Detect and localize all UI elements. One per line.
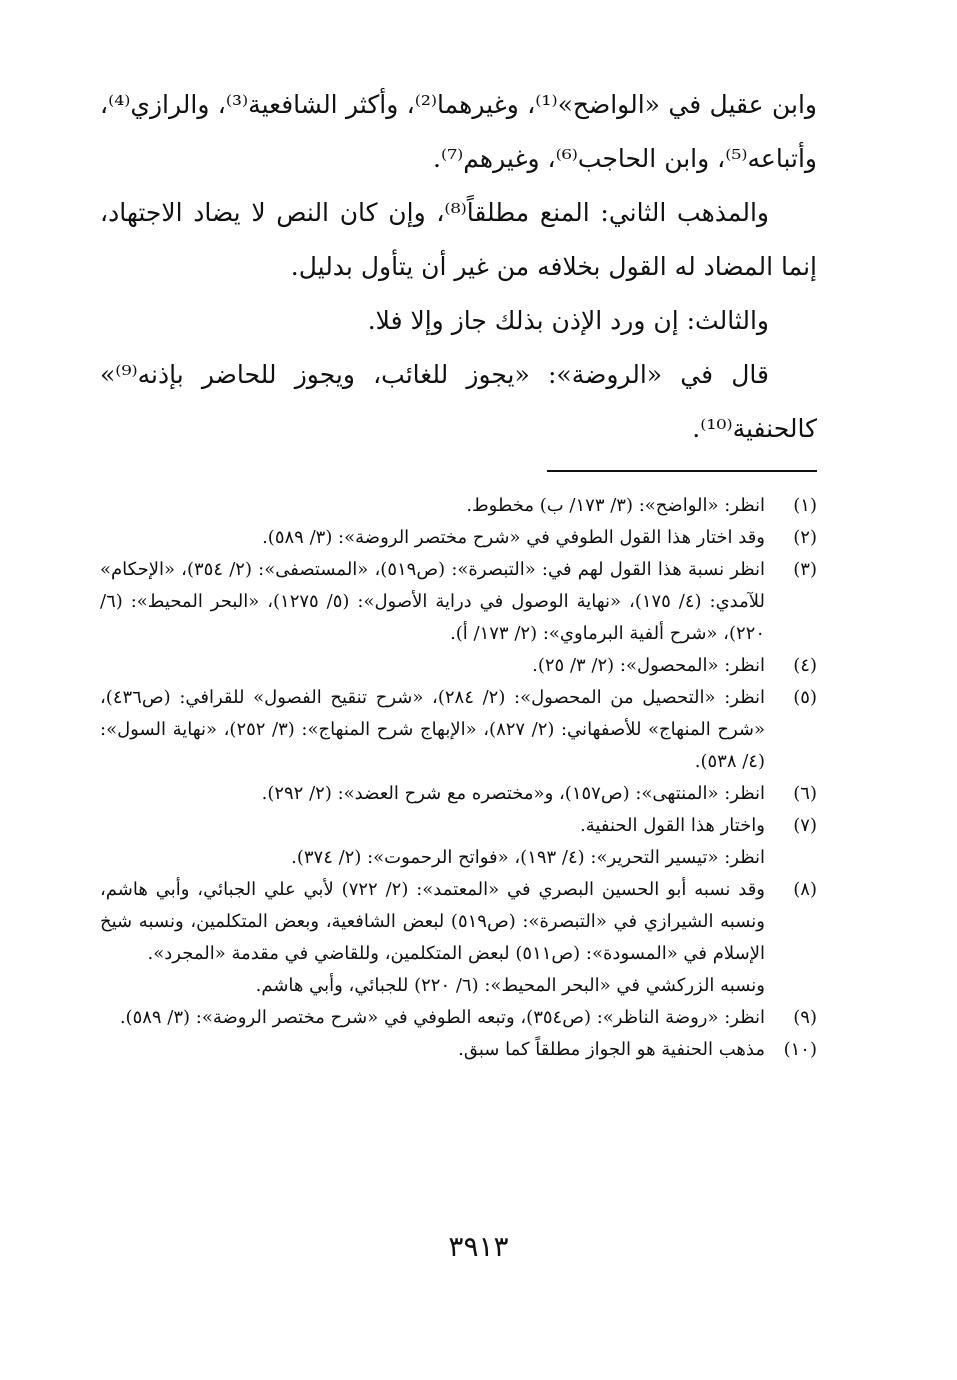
footnote-text [100,490,765,522]
footnote-text [100,1034,765,1066]
footnote-line: انظر: «تيسير التحرير»: (٤/ ١٩٣)، «فواتح الرحموت»: (٢/ ٣٧٤). [291,847,765,868]
footnote-item [100,810,817,874]
footnote-text [100,554,765,650]
footnote-line: انظر نسبة هذا القول لهم في: «التبصرة»: (ص٥١٩)، «المستصفى»: (٢/ ٣٥٤)، «الإحكام» للآمدي: (٤/ ١٧٥)، «نهاية الوصول في دراية الأصول»: (٥/ ١٢٧٥)، «البحر المحيط»: (٦/ ٢٢٠)، «شرح ألفية البرماوي»: (٢/ ١٧٣/ أ). [100,559,765,644]
footnote-line: انظر: «روضة الناظر»: (ص٣٥٤)، وتبعه الطوفي في «شرح مختصر الروضة»: (٣/ ٥٨٩). [119,1007,765,1028]
footnote-text [100,650,765,682]
footnote-item [100,554,817,650]
footnote-line: ونسبه الزركشي في «البحر المحيط»: (٦/ ٢٢٠) للجبائي، وأبي هاشم. [255,975,765,996]
footnote-line: انظر: «المحصول»: (٢/ ٣/ ٢٥). [532,655,765,676]
footnote-text [100,874,765,1002]
main-paragraph: وابن عقيل في «الواضح»⁽¹⁾، وغيرهما⁽²⁾، وأكثر الشافعية⁽³⁾، والرازي⁽⁴⁾، وأتباعه⁽⁵⁾، وابن الحاجب⁽⁶⁾، وغيرهم⁽⁷⁾. [100,90,817,173]
footnote-text [100,1002,765,1034]
footnote-number: (٢) [793,527,817,548]
footnote-number: (٧) [793,815,817,836]
footnote-line: انظر: «الواضح»: (٣/ ١٧٣/ ب) مخطوط. [466,495,765,516]
footnote-item [100,490,817,522]
footnote-item [100,1002,817,1034]
page-number: ٣٩١٣ [448,1230,509,1263]
footnote-line: انظر: «التحصيل من المحصول»: (٢/ ٢٨٤)، «شرح تنقيح الفصول» للقرافي: (ص٤٣٦)، «شرح المنهاج» للأصفهاني: (٢/ ٨٢٧)، «الإبهاج شرح المنهاج»: (٣/ ٢٥٢)، «نهاية السول»: (٤/ ٥٣٨). [100,687,765,772]
footnote-text [100,810,765,874]
footnotes-list [100,490,817,1066]
footnote-separator [547,470,817,472]
footnote-item [100,522,817,554]
footnote-line: انظر: «المنتهى»: (ص١٥٧)، و«مختصره مع شرح العضد»: (٢/ ٢٩٢). [261,783,765,804]
footnote-line: واختار هذا القول الحنفية. [580,815,765,836]
footnote-number: (٣) [793,559,817,580]
footnote-number: (٤) [793,655,817,676]
footnote-number: (١٠) [783,1039,817,1060]
footnote-item [100,650,817,682]
footnote-item [100,778,817,810]
main-paragraph: والثالث: إن ورد الإذن بذلك جاز وإلا فلا. [367,306,769,335]
footnote-line: وقد نسبه أبو الحسين البصري في «المعتمد»: (٢/ ٧٢٢) لأبي علي الجبائي، وأبي هاشم، ونسبه الشيرازي في «التبصرة»: (ص٥١٩) لبعض الشافعية، وبعض المتكلمين، ونسبه شيخ الإسلام في «المسودة»: (ص٥١١) لبعض المتكلمين، وللقاضي في مقدمة «المجرد». [100,879,765,964]
main-paragraph: والمذهب الثاني: المنع مطلقاً⁽⁸⁾، وإن كان النص لا يضاد الاجتهاد، إنما المضاد له القول بخلافه من غير أن يتأول بدليل. [100,198,817,281]
footnote-item [100,1034,817,1066]
footnote-number: (٨) [793,879,817,900]
main-text [100,78,817,456]
footnote-text [100,778,765,810]
footnote-number: (١) [793,495,817,516]
footnote-number: (٩) [793,1007,817,1028]
main-paragraph: قال في «الروضة»: «يجوز للغائب، ويجوز للحاضر بإذنه⁽⁹⁾» كالحنفية⁽¹⁰⁾. [100,360,817,443]
footnote-line: مذهب الحنفية هو الجواز مطلقاً كما سبق. [458,1039,765,1060]
footnote-item [100,682,817,778]
footnote-line: وقد اختار هذا القول الطوفي في «شرح مختصر الروضة»: (٣/ ٥٨٩). [262,527,765,548]
footnote-number: (٦) [793,783,817,804]
footnote-item [100,874,817,1002]
footnote-number: (٥) [793,687,817,708]
footnote-text [100,682,765,778]
footnote-text [100,522,765,554]
